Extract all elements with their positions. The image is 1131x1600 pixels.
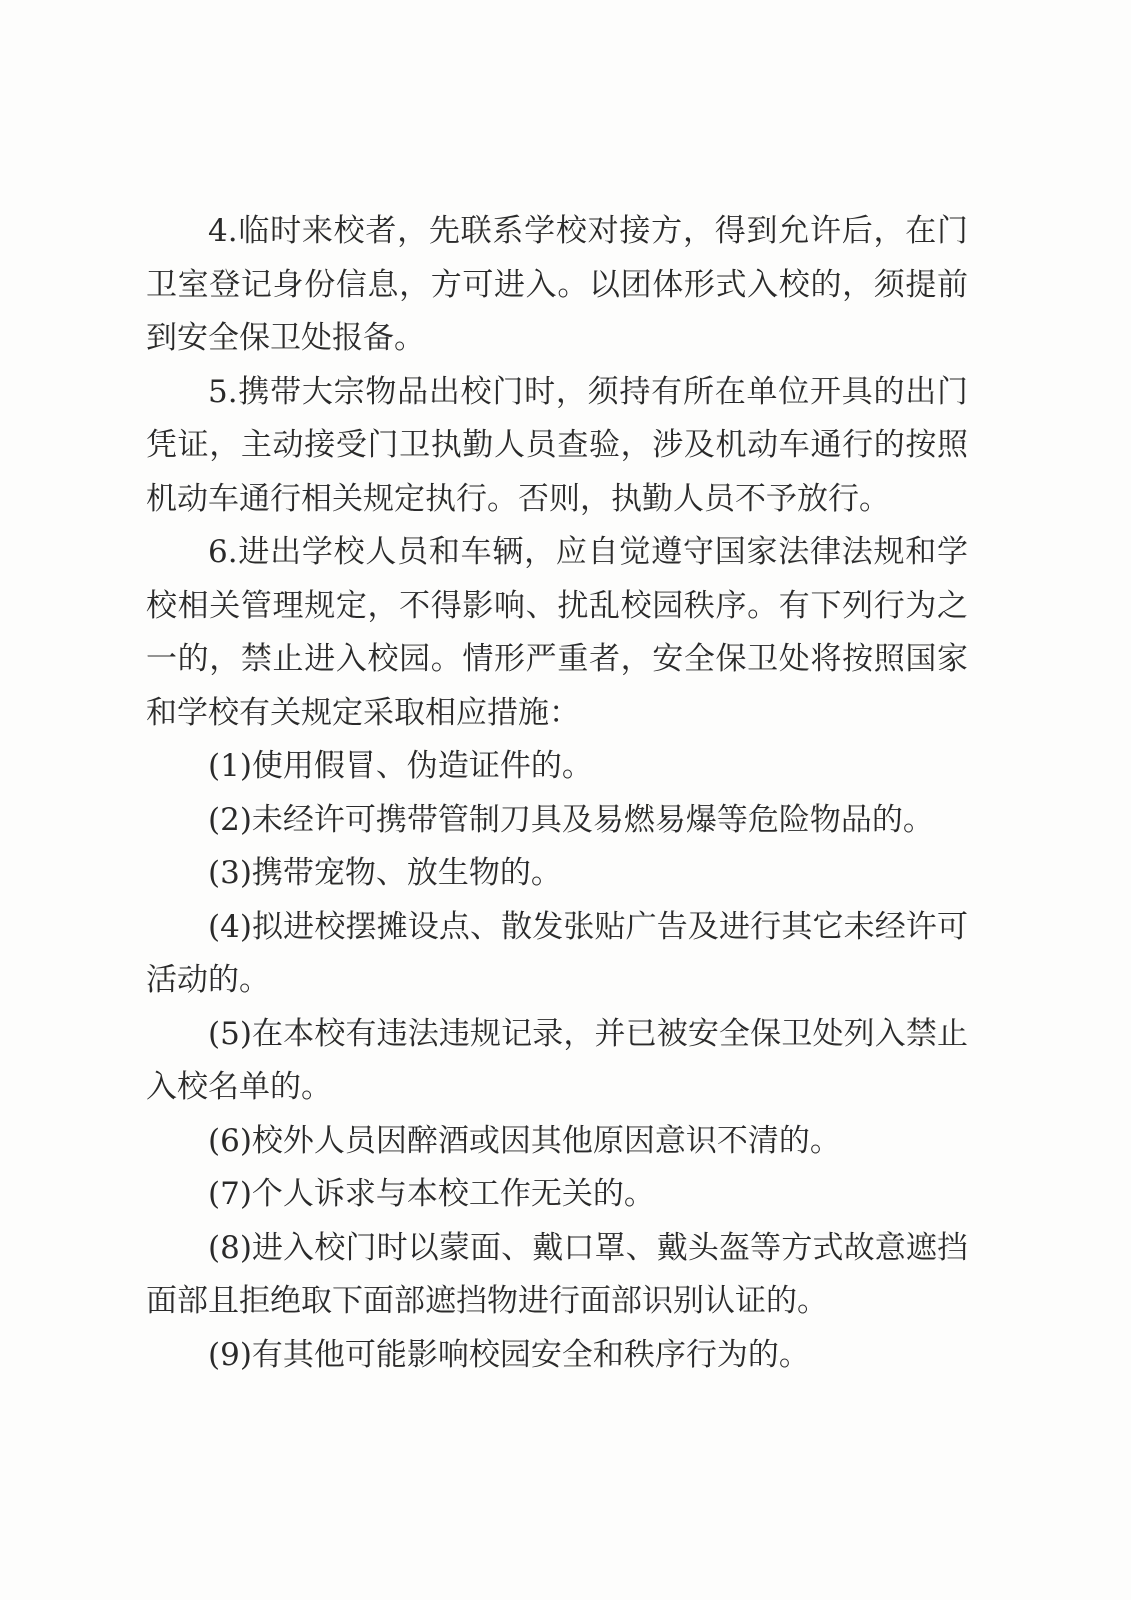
list-item-6: (6)校外人员因醉酒或因其他原因意识不清的。 xyxy=(208,1122,841,1159)
paragraph-4: 4.临时来校者，先联系学校对接方，得到允许后，在门卫室登记身份信息，方可进入。以团体形式入校的，须提前到安全保卫处报备。 xyxy=(146,213,968,356)
list-item-5: (5)在本校有违法违规记录，并已被安全保卫处列入禁止入校名单的。 xyxy=(146,1015,968,1105)
list-item-7: (7)个人诉求与本校工作无关的。 xyxy=(208,1176,655,1212)
list-item-8: (8)进入校门时以蒙面、戴口罩、戴头盔等方式故意遮挡面部且拒绝取下面部遮挡物进行面部识别认证的。 xyxy=(146,1229,968,1319)
paragraph-6: 6.进出学校人员和车辆，应自觉遵守国家法律法规和学校相关管理规定，不得影响、扰乱校园秩序。有下列行为之一的，禁止进入校园。情形严重者，安全保卫处将按照国家和学校有关规定采取相应措施： xyxy=(146,534,968,731)
list-item-1: (1)使用假冒、伪造证件的。 xyxy=(208,748,593,784)
list-item-4: (4)拟进校摆摊设点、散发张贴广告及进行其它未经许可活动的。 xyxy=(146,908,968,998)
list-item-2: (2)未经许可携带管制刀具及易燃易爆等危险物品的。 xyxy=(208,801,934,838)
document-body xyxy=(146,205,968,1382)
paragraph-5: 5.携带大宗物品出校门时，须持有所在单位开具的出门凭证，主动接受门卫执勤人员查验，涉及机动车通行的按照机动车通行相关规定执行。否则，执勤人员不予放行。 xyxy=(146,373,968,517)
list-item-3: (3)携带宠物、放生物的。 xyxy=(208,855,562,891)
list-item-9: (9)有其他可能影响校园安全和秩序行为的。 xyxy=(208,1336,810,1373)
